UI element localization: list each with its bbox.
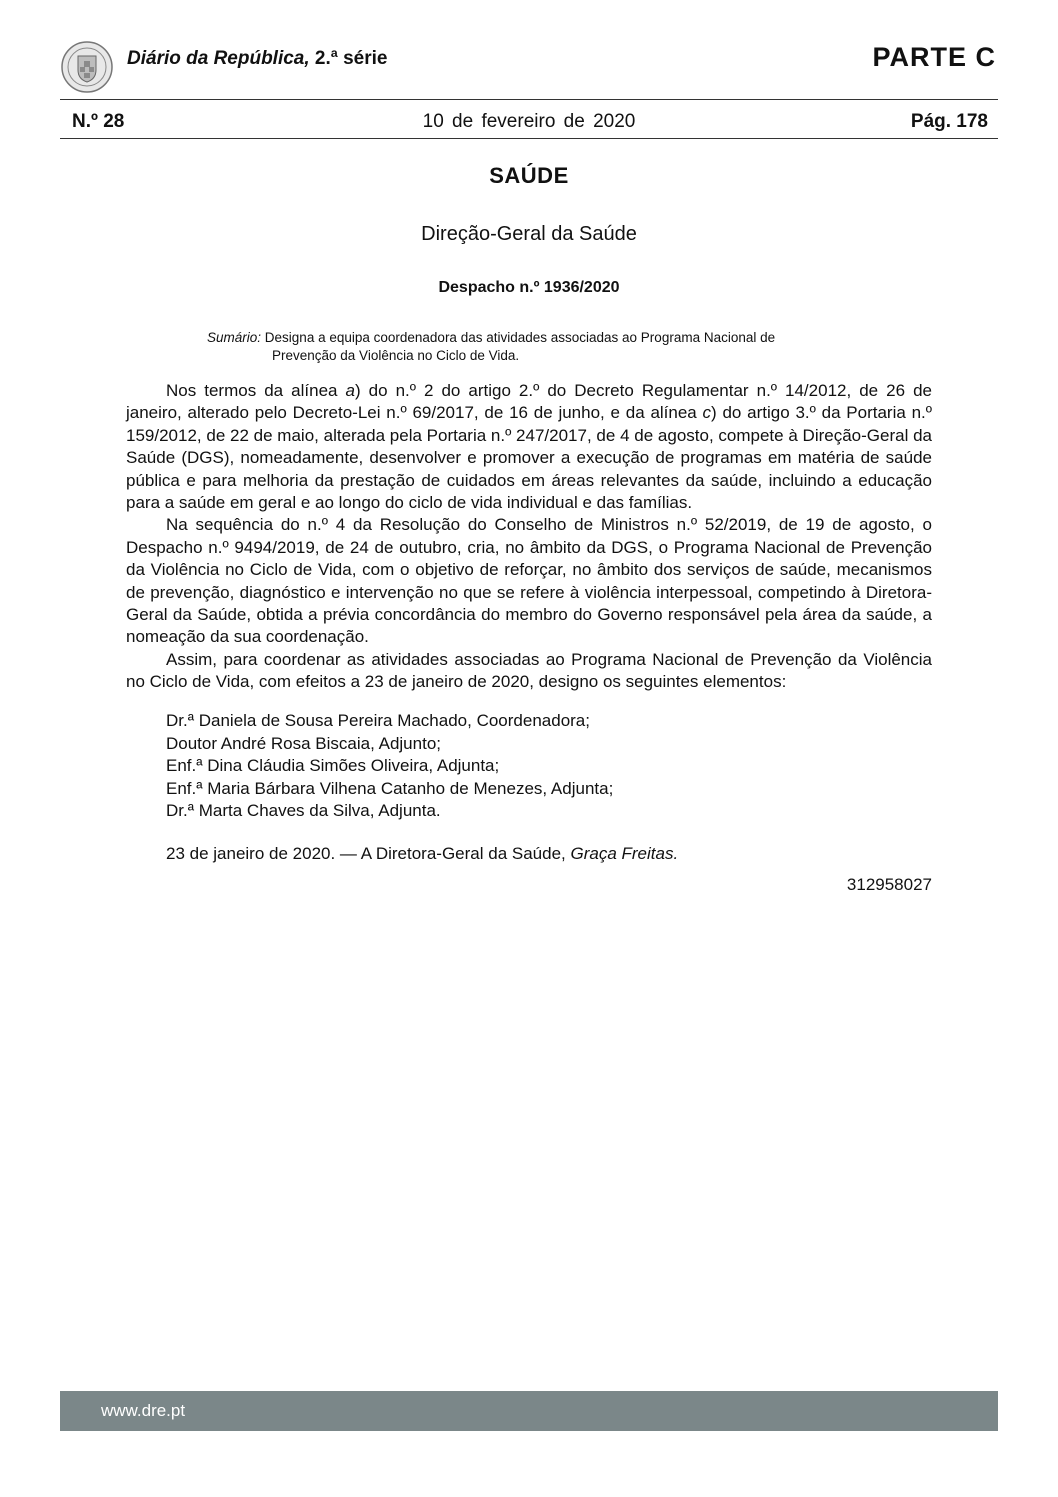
coat-of-arms-icon: [60, 40, 114, 94]
list-item: Enf.ª Dina Cláudia Simões Oliveira, Adjunta;: [166, 756, 500, 776]
section-title: SAÚDE: [489, 163, 569, 188]
members-list: [166, 710, 613, 823]
list-item: Doutor André Rosa Biscaia, Adjunto;: [166, 733, 441, 753]
footer-band: [60, 1391, 998, 1431]
list-item: Enf.ª Maria Bárbara Vilhena Catanho de Menezes, Adjunta;: [166, 778, 614, 798]
summary: [207, 329, 867, 365]
summary-line-2: Prevenção da Violência no Ciclo de Vida.: [272, 348, 520, 363]
list-item: Dr.ª Daniela de Sousa Pereira Machado, Coordenadora;: [166, 711, 590, 730]
paragraph-1-part-2: ) do n.º 2 do artigo 2.º do Decreto Regulamentar n.º 14/2012, de 26 de janeiro, alterado pelo Decreto-Lei n.º 69/2017, de 16 de junho, e da alínea: [126, 381, 932, 423]
publication-name: Diário da República,: [127, 48, 310, 69]
paragraph-3: Assim, para coordenar as atividades associadas ao Programa Nacional de Prevenção da Violência no Ciclo de Vida, com efeitos a 23 de janeiro de 2020, designo os seguintes elementos:: [126, 649, 932, 692]
publication-title: [127, 48, 387, 70]
document-reference: 312958027: [846, 875, 932, 894]
document-title: Despacho n.º 1936/2020: [438, 279, 620, 296]
paragraph-1-letter-a: a: [345, 381, 355, 400]
paragraph-1: [126, 380, 932, 514]
paragraph-2: Na sequência do n.º 4 da Resolução do Conselho de Ministros n.º 52/2019, de 19 de agosto, o Despacho n.º 9494/2019, de 24 de outubro, cria, no âmbito da DGS, o Programa Nacional de Prevenção da Violência no Ciclo de Vida, com o objetivo de reforçar, no âmbito dos serviços de saúde, mecanismos de prevenção, diagnóstico e intervenção no que se refere à violência interpessoal, competindo à Diretora-Geral da Saúde, obtida a prévia concordância do membro do Governo responsável pela área da saúde, a nomeação da sua coordenação.: [126, 515, 932, 647]
issue-date: 10 de fevereiro de 2020: [422, 111, 636, 132]
summary-label: Sumário:: [207, 330, 262, 345]
paragraph-1-letter-c: c: [702, 403, 712, 423]
signatory-name: Graça Freitas.: [570, 844, 679, 863]
paragraph-1-part-3: ) do artigo 3.º da Portaria n.º 159/2012, de 22 de maio, alterada pela Portaria n.º 247/2017, de 4 de agosto, compete à Direção-Geral da Saúde (DGS), nomeadamente, desenvolver e promover a execução de programas em matéria de saúde pública e para melhoria da prestação de cuidados em áreas relevantes da saúde, incluindo a educação para a saúde em geral e ao longo do ciclo de vida individual e das famílias.: [126, 403, 932, 513]
paragraph-1-part-1: Nos termos da alínea: [166, 381, 346, 400]
summary-line-1: Designa a equipa coordenadora das atividades associadas ao Programa Nacional de: [264, 330, 776, 345]
page-number: Pág. 178: [910, 111, 988, 132]
document-body: [126, 380, 932, 694]
part-label: PARTE C: [872, 42, 996, 72]
issue-number: N.º 28: [72, 111, 125, 132]
publication-series: 2.ª série: [309, 48, 388, 69]
subheader-divider: [60, 138, 998, 139]
signature-line: [166, 844, 678, 864]
list-item: Dr.ª Marta Chaves da Silva, Adjunta.: [166, 801, 441, 821]
footer-link[interactable]: www.dre.pt: [101, 1401, 186, 1420]
header-divider: [60, 99, 998, 100]
entity-name: Direção-Geral da Saúde: [421, 223, 637, 245]
signature-text: 23 de janeiro de 2020. — A Diretora-Geral da Saúde,: [166, 844, 571, 863]
